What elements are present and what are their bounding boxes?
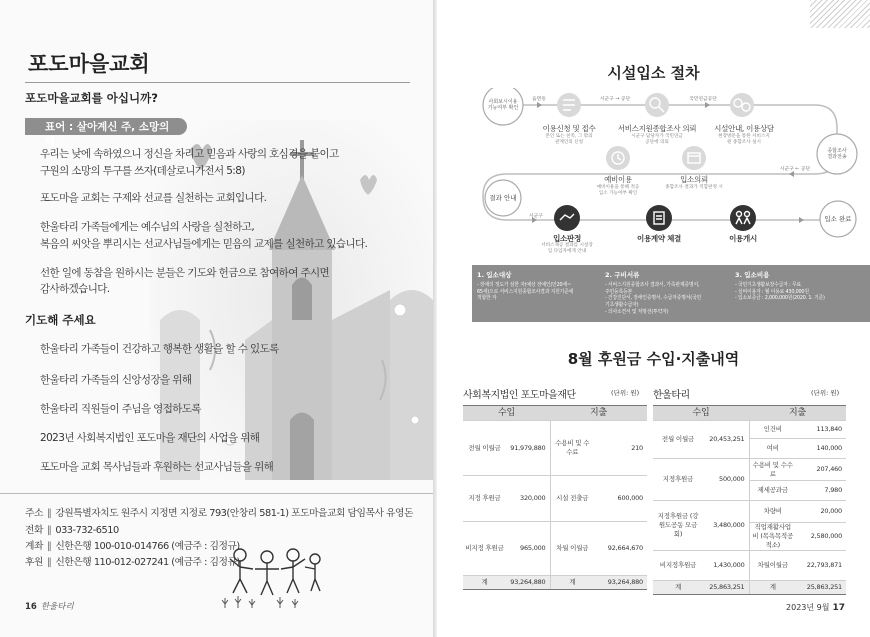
- step-subtitle-line: 서비스제공 결과를 시설장: [541, 243, 593, 248]
- expense-label: 차월이월금: [749, 551, 796, 581]
- requirement-line: 주민등록등본: [605, 288, 633, 295]
- requirement-line: - 국민기초생활보장수급자 : 무료: [735, 282, 801, 288]
- contract-icon: [646, 205, 672, 231]
- requirement-line: - 서비스지원종합조사 결과서, 가족관계증명서,: [605, 282, 700, 288]
- expense-label: 차량비: [749, 501, 796, 523]
- requirements-box: [472, 265, 870, 322]
- expense-amount: 22,793,871: [796, 551, 846, 581]
- hanultari-unit: (단위: 원): [811, 389, 840, 397]
- requirement-line: - 의사소견서 및 처방전(투약자): [605, 308, 669, 315]
- handshake-icon: [554, 205, 580, 231]
- income-label: 지정후원금 (강원도공동 모금회): [653, 501, 703, 551]
- result-notice-label: 결과 안내: [489, 194, 517, 202]
- expense-header: 지출: [749, 406, 846, 421]
- requirement-line: 65세)으로 서비스지원종합조사결과 지원기준에: [477, 288, 574, 295]
- info-value: 신한은행 110-012-027241 (예금주 : 김정규): [55, 557, 240, 568]
- info-separator: ∥: [46, 508, 52, 519]
- result-transfer-label-line: 종합조사: [827, 148, 847, 154]
- table-row: [463, 522, 647, 576]
- account-line: [25, 538, 240, 552]
- income-label: 지정후원금: [653, 459, 703, 501]
- info-value: 신한은행 100-010-014766 (예금주 : 김정규): [55, 541, 240, 552]
- step-subtitle-line: 예비이용을 통해 적응: [596, 185, 640, 190]
- hanultari-table: [653, 405, 846, 595]
- table-row: [653, 459, 846, 481]
- requirement-line: 기초생활수급자): [605, 302, 639, 309]
- phone-line: [25, 522, 119, 536]
- edge-label: 읍면동: [532, 97, 546, 102]
- foundation-table: [463, 405, 647, 590]
- start-node-label-line: 기능여부 확인: [487, 105, 519, 111]
- step-subtitle-line: 원 종합조사 실시: [727, 140, 761, 145]
- search-icon: [645, 93, 669, 117]
- income-label: 전월 이월금: [463, 421, 506, 476]
- step-subtitle: [718, 134, 770, 146]
- expense-label: 제세공과금: [749, 481, 796, 501]
- calendar-icon: [682, 146, 706, 170]
- expense-amount: 113,840: [796, 421, 846, 439]
- expense-amount: 207,460: [796, 459, 846, 481]
- start-node-label-line: 사회보시이용: [488, 99, 518, 105]
- step-subtitle: [541, 243, 593, 255]
- step-subtitle-line: 종합조사 결과가 적합판정 시: [665, 185, 723, 190]
- table-row: [653, 501, 846, 523]
- prayer-item: 한울타리 가족들이 건강하고 행복한 생활을 할 수 있도록: [40, 343, 279, 355]
- foundation-unit: (단위: 원): [611, 389, 640, 397]
- total-row: [463, 576, 647, 590]
- left-page: [0, 0, 433, 637]
- admission-complete-label: 입소 완료: [824, 215, 852, 223]
- expense-header: 지출: [550, 406, 647, 421]
- motto-banner: 표어 : 살아계신 주, 소망의 해.: [25, 118, 187, 135]
- intro-paragraph-line: 포도마을 교회는 구제와 선교를 실천하는 교회입니다.: [40, 192, 267, 204]
- step-subtitle-line: 입 다입자에게 안내: [547, 249, 587, 254]
- page-number-left: [25, 600, 74, 612]
- requirement-line: - 입소보증금 : 2,000,000원(2020. 1. 기준): [735, 295, 825, 302]
- income-header: 수입: [653, 406, 749, 421]
- step-subtitle-line: 현장방문을 통한 서비스지: [718, 134, 770, 139]
- expense-label: 차월 이월금: [550, 522, 594, 576]
- income-label: 비지정후원금: [653, 551, 703, 581]
- expense-amount: 140,000: [796, 439, 846, 459]
- start-node-label: [488, 99, 519, 111]
- prayer-heading: 기도해 주세요: [25, 313, 96, 327]
- info-label: 후원: [25, 557, 43, 568]
- expense-amount: 600,000: [594, 476, 647, 522]
- expense-label: 수용비 및 수수료: [749, 459, 796, 481]
- requirement-column: [735, 270, 863, 302]
- step-title: 입소판정: [553, 234, 581, 243]
- step-subtitle: [597, 185, 640, 197]
- income-amount: 320,000: [506, 476, 550, 522]
- info-separator: ∥: [46, 541, 52, 552]
- income-amount: 1,430,000: [703, 551, 749, 581]
- intro-paragraph-line: 구원의 소망의 투구를 쓰자(데살로니가전서 5:8): [40, 165, 245, 177]
- right-page: [437, 0, 870, 637]
- people-icon: [730, 205, 756, 231]
- total-row: [653, 581, 846, 595]
- table-row: [463, 476, 647, 522]
- income-header: 수입: [463, 406, 550, 421]
- total-income-amount: 93,264,880: [506, 576, 550, 590]
- intro-paragraph-line: 선한 일에 동참을 원하시는 분들은 기도와 헌금으로 참여하여 주시면: [40, 267, 330, 279]
- step-title: 시설안내, 이용상담: [714, 124, 774, 133]
- intro-paragraph-line: 한울타리 가족들에게는 예수님의 사랑을 실천하고,: [40, 221, 255, 233]
- prayer-item: 포도마을 교회 목사님들과 후원하는 선교사님들을 위해: [40, 461, 274, 473]
- address-line: [25, 505, 413, 519]
- step-subtitle-line: 공단에 의뢰: [645, 140, 669, 145]
- income-amount: 20,453,251: [703, 421, 749, 459]
- edge-label: 시군구 ← 공단: [779, 167, 811, 172]
- requirement-heading: 2. 구비서류: [605, 271, 640, 279]
- step-subtitle: [631, 134, 683, 146]
- step-subtitle-line: 입소 가능여부 확인: [598, 191, 638, 196]
- step-title: 이용개시: [729, 234, 757, 243]
- total-income-amount: 25,863,251: [703, 581, 749, 595]
- table-row: [463, 421, 647, 476]
- step-subtitle: [665, 185, 723, 191]
- grass-illustration: [220, 590, 310, 608]
- info-label: 계좌: [25, 541, 43, 552]
- requirement-line: - 건강진단서, 장애인증명서, 수급자증명서(국민: [605, 295, 702, 302]
- info-label: 주소: [25, 508, 43, 519]
- step-title: 서비스지원종합조사 의뢰: [617, 124, 697, 133]
- step-subtitle-line: 시군구 담당자가 국민연금: [631, 134, 683, 139]
- donation-line: [25, 554, 240, 568]
- result-transfer-label: [827, 148, 846, 160]
- expense-amount: 2,580,000: [796, 523, 846, 551]
- footer-divider: [0, 493, 433, 494]
- step-subtitle: [545, 134, 592, 146]
- intro-paragraph-line: 감사하겠습니다.: [40, 283, 110, 295]
- church-title: 포도마을교회: [28, 52, 150, 76]
- prayer-item: 2023년 사회복지법인 포도마을 재단의 사업을 위해: [40, 432, 260, 444]
- step-title: 이용신청 및 접수: [542, 124, 596, 133]
- admission-process-title: 시설입소 절차: [607, 64, 700, 82]
- total-income-label: 계: [463, 576, 506, 590]
- info-value: 강원특별자치도 원주시 지정면 지정로 793(안창리 581-1) 포도마을교회 담임목사 유영돈: [55, 508, 413, 519]
- hanultari-name: 한울타리: [653, 390, 690, 401]
- info-label: 전화: [25, 525, 43, 536]
- expense-amount: 210: [594, 421, 647, 476]
- step-title: 입소의뢰: [680, 175, 708, 184]
- income-amount: 500,000: [703, 459, 749, 501]
- finance-title: 8월 후원금 수입·지출내역: [567, 350, 740, 368]
- result-transfer-label-line: 결과전송: [827, 154, 847, 160]
- expense-amount: 20,000: [796, 501, 846, 523]
- requirement-line: - 장애의 정도가 심한 자(예상 장애인(만20세~: [477, 282, 571, 288]
- edge-label: 시군구 → 공단: [599, 97, 631, 102]
- title-divider: [25, 82, 410, 83]
- income-amount: 965,000: [506, 522, 550, 576]
- requirement-heading: 1. 입소대상: [477, 271, 512, 279]
- page-number: 16: [25, 602, 37, 612]
- requirement-column: [605, 270, 733, 316]
- step-title: 이용계약 체결: [637, 234, 681, 243]
- total-expense-label: 계: [550, 576, 594, 590]
- prayer-item: 한울타리 직원들이 주님을 영접하도록: [40, 403, 201, 415]
- table-row: [653, 421, 846, 439]
- corner-hatch: [810, 0, 870, 28]
- requirement-line: - 실비이용자 : 월 이용료 430,000원: [735, 288, 809, 295]
- step-subtitle-line: 관계인의 신청: [554, 140, 584, 145]
- income-amount: 91,979,880: [506, 421, 550, 476]
- edge-label: 국민연금공단: [689, 97, 717, 102]
- info-separator: ∥: [46, 525, 52, 536]
- foundation-name: 사회복지법인 포도마을재단: [463, 390, 576, 401]
- income-label: 지정 후원금: [463, 476, 506, 522]
- table-row: [653, 551, 846, 581]
- step-subtitle-line: 본인 또는 친족, 그 밖의: [545, 134, 593, 139]
- issue-date: 2023년 9월: [786, 603, 830, 612]
- requirement-heading: 3. 입소비용: [735, 271, 770, 279]
- step-title: 예비이용: [604, 175, 632, 184]
- requirement-line: 적합한 자: [477, 295, 497, 302]
- expense-label: 직업재활사업비 (목욕목적공적소): [749, 523, 796, 551]
- expense-amount: 7,980: [796, 481, 846, 501]
- total-expense-label: 계: [749, 581, 796, 595]
- expense-label: 여비: [749, 439, 796, 459]
- intro-paragraph-line: 복음의 씨앗을 뿌리시는 선교사님들에게는 믿음의 교제를 실천하고 있습니다.: [40, 238, 368, 250]
- info-separator: ∥: [46, 557, 52, 568]
- page-number-right: [786, 602, 845, 613]
- intro-paragraph-line: 우리는 낮에 속하였으니 정신을 차리고 믿음과 사랑의 호심경을 붙이고: [40, 148, 339, 160]
- total-expense-amount: 25,863,251: [796, 581, 846, 595]
- expense-label: 인건비: [749, 421, 796, 439]
- prayer-item: 한울타리 가족들의 신앙성장을 위해: [40, 374, 192, 386]
- intro-heading: 포도마을교회를 아십니까?: [25, 91, 158, 105]
- expense-amount: 92,664,670: [594, 522, 647, 576]
- income-label: 비지정 후원금: [463, 522, 506, 576]
- requirement-column: [477, 270, 605, 302]
- income-label: 전월 이월금: [653, 421, 703, 459]
- expense-label: 시설 전출금: [550, 476, 594, 522]
- income-amount: 3,480,000: [703, 501, 749, 551]
- page-number: 17: [832, 603, 845, 613]
- total-income-label: 계: [653, 581, 703, 595]
- brand-logo-text: 한울타리: [40, 602, 74, 612]
- total-expense-amount: 93,264,880: [594, 576, 647, 590]
- expense-label: 수용비 및 수수료: [550, 421, 594, 476]
- edge-label: 시군구: [529, 214, 543, 219]
- info-value: 033-732-6510: [55, 525, 119, 536]
